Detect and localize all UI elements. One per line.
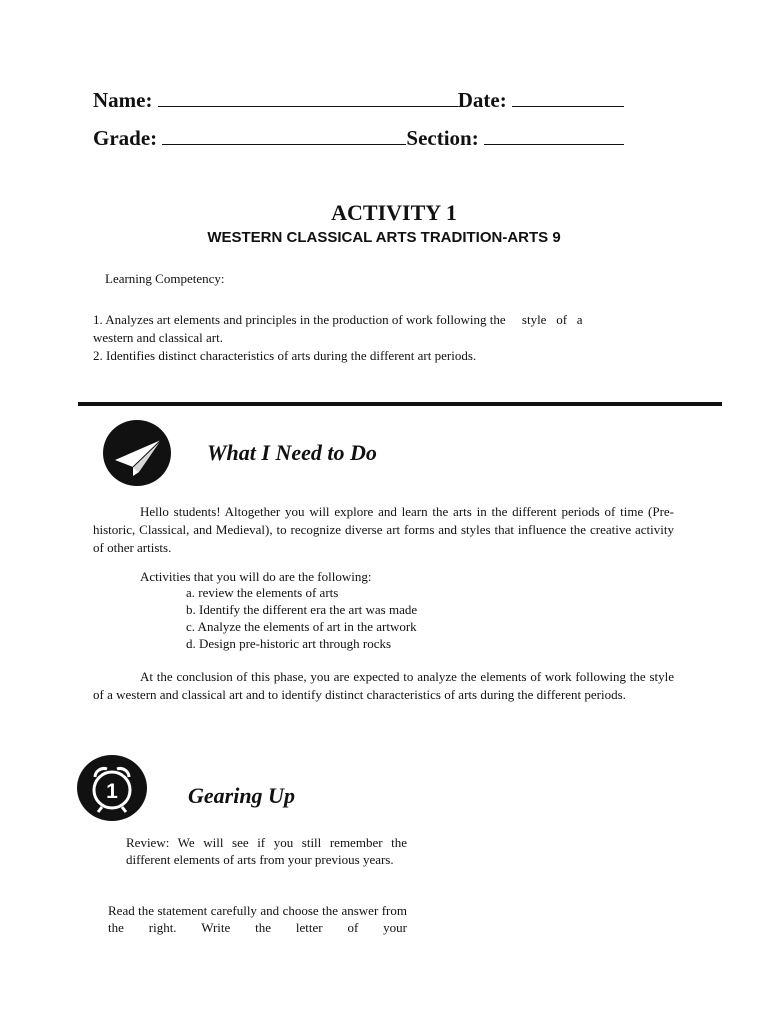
competency-item-1-line-1: 1. Analyzes art elements and principles in the production of work following the style of a xyxy=(93,312,583,327)
competency-list xyxy=(93,311,677,365)
alarm-number: 1 xyxy=(106,780,118,803)
competency-item-1-line-2: western and classical art. xyxy=(93,330,223,345)
section-divider xyxy=(78,402,722,406)
paper-plane-icon xyxy=(103,420,171,486)
name-label: Name: xyxy=(93,88,153,112)
activities-list xyxy=(186,584,417,652)
grade-field[interactable] xyxy=(162,126,406,145)
what-i-need-conclusion: At the conclusion of this phase, you are expected to analyze the elements of work following the style of a western and classical art and to identify distinct characteristics of arts during the different periods. xyxy=(93,669,674,702)
gearing-up-title: Gearing Up xyxy=(188,783,295,808)
date-field[interactable] xyxy=(512,88,624,107)
date-label: Date: xyxy=(457,88,507,112)
gearing-up-review: Review: We will see if you still remember the different elements of arts from your previous years. xyxy=(126,835,407,867)
competency-label: Learning Competency: xyxy=(105,271,225,286)
grade-label: Grade: xyxy=(93,126,158,150)
alarm-clock-icon xyxy=(77,755,147,821)
grade-row xyxy=(93,126,624,151)
list-item: b. Identify the different era the art was made xyxy=(186,602,418,617)
list-item: c. Analyze the elements of art in the artwork xyxy=(186,619,417,634)
list-item: a. review the elements of arts xyxy=(186,585,339,600)
activity-title: ACTIVITY 1 xyxy=(331,200,457,225)
list-item: d. Design pre-historic art through rocks xyxy=(186,636,392,651)
activities-intro: Activities that you will do are the following: xyxy=(140,569,372,584)
competency-item-2: 2. Identifies distinct characteristics of arts during the different art periods. xyxy=(93,348,477,363)
section-field[interactable] xyxy=(484,126,624,145)
what-i-need-intro: Hello students! Altogether you will explore and learn the arts in the different periods of time (Pre-historic, Classical, and Medieval), to recognize diverse art forms and styles that influence the creative activity of other artists. xyxy=(93,504,674,555)
activity-subtitle: WESTERN CLASSICAL ARTS TRADITION-ARTS 9 xyxy=(207,229,561,246)
what-i-need-title: What I Need to Do xyxy=(207,440,377,465)
gearing-up-instruction: Read the statement carefully and choose the answer from the right. Write the letter of your xyxy=(108,903,407,935)
name-row xyxy=(93,88,624,113)
name-field[interactable] xyxy=(158,88,458,107)
section-label: Section: xyxy=(406,126,479,150)
